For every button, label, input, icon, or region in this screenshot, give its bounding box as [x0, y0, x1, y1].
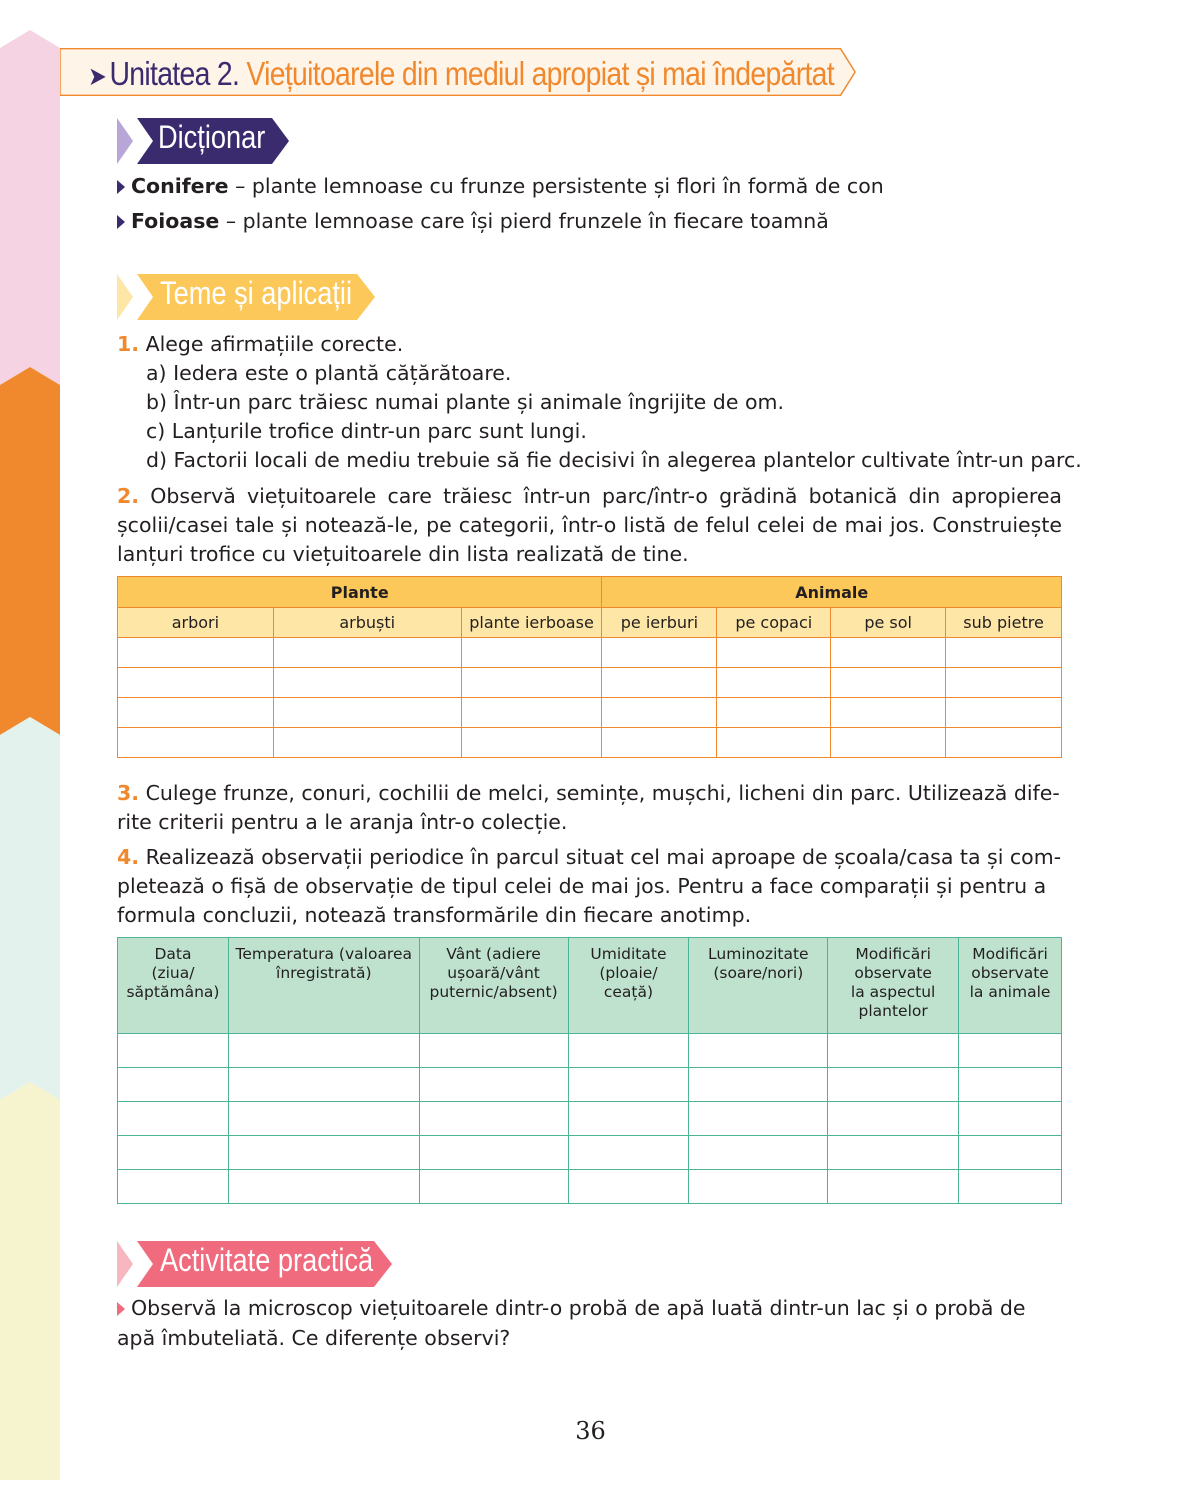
table-cell[interactable]: [689, 1102, 828, 1136]
exercise-number: 1.: [117, 332, 140, 356]
table-cell[interactable]: [419, 1170, 568, 1204]
exercise-text: Observă viețuitoarele care trăiesc într-un parc/într-o grădină botanică din apropierea școlii/casei tale și notează-le, pe categorii, într-o listă de felul celei de mai jos. Construiește lanțuri trofice cu viețuitoarele din lista realizată de tine.: [117, 484, 1062, 566]
exercise-text-line: formula concluzii, notează transformările din fiecare anotimp.: [117, 903, 752, 927]
exercise-text-line: Realizează observații periodice în parcul situat cel mai aproape de școala/casa ta și com-: [139, 845, 1062, 869]
exercise-text-line: Culege frunze, conuri, cochilii de melci, semințe, mușchi, licheni din parc. Utilizează dife-: [139, 781, 1060, 805]
table-row: [118, 728, 1062, 758]
option-b: b) Într-un parc trăiesc numai plante și animale îngrijite de om.: [146, 390, 784, 414]
table-cell[interactable]: [689, 1136, 828, 1170]
exercise-number: 2.: [117, 484, 140, 508]
practical-text-line: Observă la microscop viețuitoarele dintr-o probă de apă luată dintr-un lac și o probă de: [131, 1296, 1026, 1320]
table-cell[interactable]: [118, 1102, 229, 1136]
table-row: [118, 1170, 1062, 1204]
column-header: pe sol: [831, 608, 946, 638]
table-row: [118, 1034, 1062, 1068]
table-cell[interactable]: [228, 1102, 419, 1136]
column-header: pe copaci: [717, 608, 831, 638]
definition-term: Conifere: [131, 174, 229, 198]
definition-text: – plante lemnoase care își pierd frunzele în fiecare toamnă: [219, 209, 829, 233]
table-cell[interactable]: [602, 698, 717, 728]
column-header: arbori: [118, 608, 274, 638]
table-cell[interactable]: [717, 698, 831, 728]
column-header: Temperatura (valoarea înregistrată): [228, 938, 419, 1034]
table-cell[interactable]: [461, 668, 602, 698]
table-cell[interactable]: [118, 638, 274, 668]
practical-label: Activitate practică: [160, 1242, 374, 1278]
column-header: Data (ziua/ săptămâna): [118, 938, 229, 1034]
table-cell[interactable]: [831, 668, 946, 698]
exercise-2: [117, 482, 1062, 569]
header-plants: Plante: [118, 577, 602, 608]
table-cell[interactable]: [273, 668, 461, 698]
exercise-number: 3.: [117, 781, 140, 805]
column-header: pe ierburi: [602, 608, 717, 638]
column-header: Vânt (adiere ușoară/vânt puternic/absent): [419, 938, 568, 1034]
unit-number: Unitatea 2.: [109, 55, 240, 92]
option-a: a) Iedera este o plantă cățărătoare.: [146, 361, 512, 385]
table-cell[interactable]: [419, 1034, 568, 1068]
page-number: 36: [575, 1417, 606, 1445]
table-cell[interactable]: [959, 1136, 1062, 1170]
table-row: [118, 1068, 1062, 1102]
table-cell[interactable]: [228, 1068, 419, 1102]
table-cell[interactable]: [228, 1034, 419, 1068]
bullet-icon: [117, 180, 125, 194]
table-cell[interactable]: [828, 1068, 959, 1102]
table-cell[interactable]: [273, 698, 461, 728]
table-cell[interactable]: [568, 1170, 689, 1204]
table-cell[interactable]: [602, 638, 717, 668]
definition-item: [117, 174, 884, 198]
table-cell[interactable]: [419, 1136, 568, 1170]
exercise-3: [117, 779, 1062, 837]
table-row: [118, 638, 1062, 668]
table-cell[interactable]: [946, 698, 1062, 728]
table-cell[interactable]: [602, 668, 717, 698]
option-d: d) Factorii locali de mediu trebuie să fie decisivi în alegerea plantelor cultivate într-un parc.: [146, 448, 1082, 472]
table-cell[interactable]: [273, 638, 461, 668]
table-cell[interactable]: [828, 1136, 959, 1170]
table-cell[interactable]: [118, 728, 274, 758]
table-cell[interactable]: [959, 1102, 1062, 1136]
themes-label: Teme și aplicații: [160, 275, 352, 311]
table-cell[interactable]: [118, 1034, 229, 1068]
decorative-sidebar: [0, 0, 60, 1506]
table-cell[interactable]: [946, 728, 1062, 758]
definition-text: – plante lemnoase cu frunze persistente și flori în formă de con: [228, 174, 884, 198]
column-header: arbuști: [273, 608, 461, 638]
column-header: Modificări observate la aspectul plantelor: [828, 938, 959, 1034]
table-row: [118, 1102, 1062, 1136]
exercise-text-line: rite criterii pentru a le aranja într-o colecție.: [117, 810, 568, 834]
table-cell[interactable]: [717, 638, 831, 668]
table-cell[interactable]: [118, 1068, 229, 1102]
column-header: sub pietre: [946, 608, 1062, 638]
observation-table: [117, 937, 1062, 1204]
bullet-icon: [117, 1302, 125, 1316]
header-animals: Animale: [602, 577, 1062, 608]
table-cell[interactable]: [568, 1034, 689, 1068]
practical-task: [117, 1293, 1062, 1353]
dictionary-label: Dicționar: [158, 119, 266, 155]
table-cell[interactable]: [831, 698, 946, 728]
unit-title: Viețuitoarele din mediul apropiat și mai îndepărtat: [246, 55, 834, 92]
definition-item: [117, 209, 829, 233]
table-cell[interactable]: [118, 668, 274, 698]
column-header: Modificări observate la animale: [959, 938, 1062, 1034]
table-row: [118, 1136, 1062, 1170]
table-cell[interactable]: [828, 1034, 959, 1068]
table-cell[interactable]: [959, 1170, 1062, 1204]
table-cell[interactable]: [831, 638, 946, 668]
exercise-number: 4.: [117, 845, 140, 869]
table-cell[interactable]: [461, 638, 602, 668]
practical-text-line: apă îmbuteliată. Ce diferențe observi?: [117, 1326, 511, 1350]
table-cell[interactable]: [273, 728, 461, 758]
table-cell[interactable]: [959, 1034, 1062, 1068]
table-cell[interactable]: [689, 1034, 828, 1068]
table-cell[interactable]: [689, 1068, 828, 1102]
species-table: [117, 576, 1062, 758]
table-cell[interactable]: [828, 1102, 959, 1136]
bullet-icon: [117, 215, 125, 229]
table-row: [118, 698, 1062, 728]
column-header: plante ierboase: [461, 608, 602, 638]
column-header: Luminozitate (soare/nori): [689, 938, 828, 1034]
column-header: Umiditate (ploaie/ ceață): [568, 938, 689, 1034]
table-cell[interactable]: [228, 1170, 419, 1204]
unit-header: [88, 52, 834, 96]
exercise-text: Alege afirmațiile corecte.: [139, 332, 404, 356]
table-cell[interactable]: [118, 1170, 229, 1204]
table-cell[interactable]: [568, 1136, 689, 1170]
exercise-text-line: pletează o fișă de observație de tipul celei de mai jos. Pentru a face comparații și pentru a: [117, 874, 1047, 898]
table-cell[interactable]: [717, 728, 831, 758]
exercise-4: [117, 843, 1062, 930]
table-cell[interactable]: [568, 1068, 689, 1102]
table-cell[interactable]: [959, 1068, 1062, 1102]
table-cell[interactable]: [461, 728, 602, 758]
table-cell[interactable]: [946, 638, 1062, 668]
table-cell[interactable]: [689, 1170, 828, 1204]
table-cell[interactable]: [602, 728, 717, 758]
table-cell[interactable]: [461, 698, 602, 728]
table-cell[interactable]: [831, 728, 946, 758]
option-c: c) Lanțurile trofice dintr-un parc sunt lungi.: [146, 419, 587, 443]
table-cell[interactable]: [419, 1102, 568, 1136]
arrow-icon: ➤: [88, 61, 107, 91]
table-cell[interactable]: [118, 1136, 229, 1170]
table-cell[interactable]: [946, 668, 1062, 698]
table-cell[interactable]: [828, 1170, 959, 1204]
table-row: [118, 668, 1062, 698]
table-cell[interactable]: [118, 698, 274, 728]
definition-term: Foioase: [131, 209, 220, 233]
table-cell[interactable]: [568, 1102, 689, 1136]
table-cell[interactable]: [228, 1136, 419, 1170]
table-cell[interactable]: [419, 1068, 568, 1102]
exercise-1: [117, 330, 1082, 475]
table-cell[interactable]: [717, 668, 831, 698]
